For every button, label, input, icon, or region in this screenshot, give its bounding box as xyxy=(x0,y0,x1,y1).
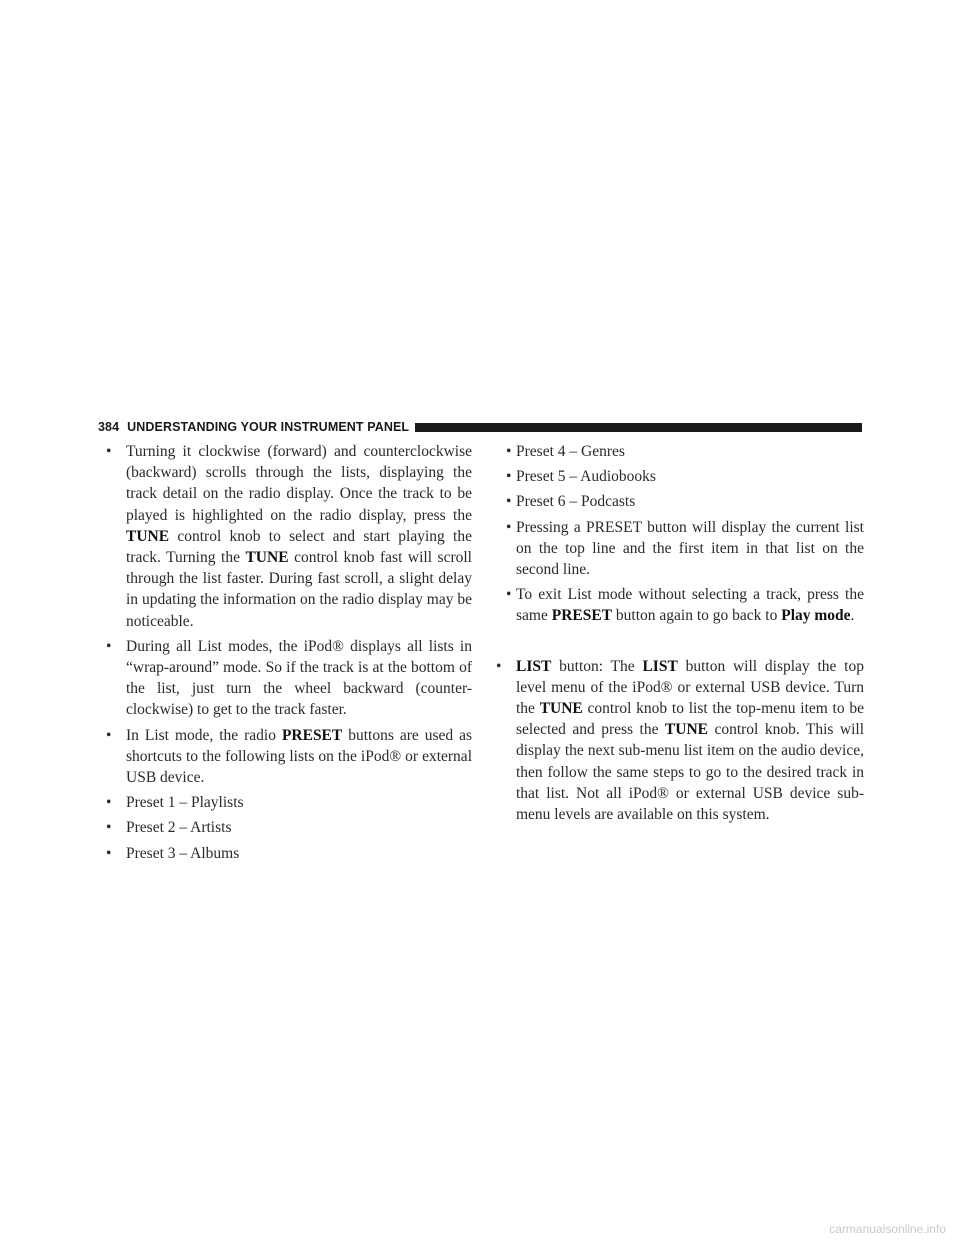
list-item-preset-2 xyxy=(98,817,472,838)
bullet-icon: • xyxy=(106,819,112,837)
bullet-icon: • xyxy=(496,657,502,675)
text: . xyxy=(850,607,855,625)
spacer xyxy=(496,631,864,656)
text: control knob to list the top-menu item to be selected and press the xyxy=(516,700,864,739)
bullet-icon: • xyxy=(106,726,112,744)
text: button: The xyxy=(551,657,643,675)
left-column xyxy=(98,441,472,868)
bullet-icon: • xyxy=(106,637,112,655)
list-item-preset-6 xyxy=(496,491,864,512)
list-item-wraparound xyxy=(98,636,472,721)
play-mode-keyword: Play mode xyxy=(781,607,851,625)
text: buttons are used as shortcuts to the following lists on the iPod® or external USB device. xyxy=(126,726,472,787)
text: To exit List mode without selecting a track, press the same xyxy=(516,586,864,625)
text: control knob. This will display the next sub-menu list item on the audio device, then follow the same steps to go to the desired track in that list. Not all iPod® or external USB device sub-menu levels are available on this system. xyxy=(516,721,864,824)
text: During all List modes, the iPod® displays all lists in “wrap-around” mode. So if the track is at the bottom of the list, just turn the wheel backward (counter-clockwise) to get to the track faster. xyxy=(126,637,472,719)
list-item-pressing-preset xyxy=(496,517,864,581)
text: Preset 4 – Genres xyxy=(516,443,625,460)
bullet-icon: • xyxy=(106,794,112,812)
text: Pressing a PRESET button will display the current list on the top line and the first item in that list on the second line. xyxy=(516,518,864,579)
preset-keyword: PRESET xyxy=(281,726,343,744)
section-title: UNDERSTANDING YOUR INSTRUMENT PANEL xyxy=(127,420,410,434)
list-item-preset-4 xyxy=(496,441,864,462)
text: button again to go back to xyxy=(612,607,782,625)
bullet-icon: • xyxy=(506,518,512,536)
watermark: carmanualsonline.info xyxy=(829,1222,946,1236)
bullet-icon: • xyxy=(506,468,512,486)
list-item-list-button xyxy=(496,656,864,826)
list-keyword: LIST xyxy=(516,657,552,675)
bullet-icon: • xyxy=(106,443,112,460)
list-keyword: LIST xyxy=(642,657,678,675)
preset-keyword: PRESET xyxy=(551,607,613,625)
text: Preset 6 – Podcasts xyxy=(516,493,636,511)
text: Preset 5 – Audiobooks xyxy=(516,468,656,486)
tune-keyword: TUNE xyxy=(664,721,708,739)
bullet-icon: • xyxy=(506,586,512,604)
list-item-turning xyxy=(98,441,472,632)
text: control knob to select and start playing the track. Turning the xyxy=(126,527,472,567)
list-item-exit-list-mode xyxy=(496,584,864,626)
text: Preset 3 – Albums xyxy=(126,844,240,862)
text: Preset 1 – Playlists xyxy=(126,794,244,812)
page-header xyxy=(98,418,862,436)
tune-keyword: TUNE xyxy=(126,527,170,545)
text: button will display the top level menu of the iPod® or external USB device. Turn the xyxy=(516,657,864,718)
text: In List mode, the radio xyxy=(126,726,282,744)
text: Turning it clockwise (forward) and counterclockwise (backward) scrolls through the lists, displaying the track detail on the radio display. Once the track to be played is highlighted on the radio display, press the xyxy=(126,443,472,524)
list-item-preset-1 xyxy=(98,792,472,813)
text: Preset 2 – Artists xyxy=(126,819,232,837)
bullet-icon: • xyxy=(106,844,112,862)
tune-keyword: TUNE xyxy=(539,700,583,718)
page-number: 384 xyxy=(98,420,120,434)
text: control knob fast will scroll through the list faster. During fast scroll, a slight delay in updating the information on the radio display may be noticeable. xyxy=(126,549,472,630)
list-item-preset-shortcuts xyxy=(98,725,472,789)
list-item-preset-3 xyxy=(98,843,472,864)
header-rule xyxy=(415,423,862,432)
bullet-icon: • xyxy=(506,493,512,511)
tune-keyword: TUNE xyxy=(245,549,289,567)
bullet-icon: • xyxy=(506,443,512,460)
right-column xyxy=(496,441,864,829)
list-item-preset-5 xyxy=(496,466,864,487)
